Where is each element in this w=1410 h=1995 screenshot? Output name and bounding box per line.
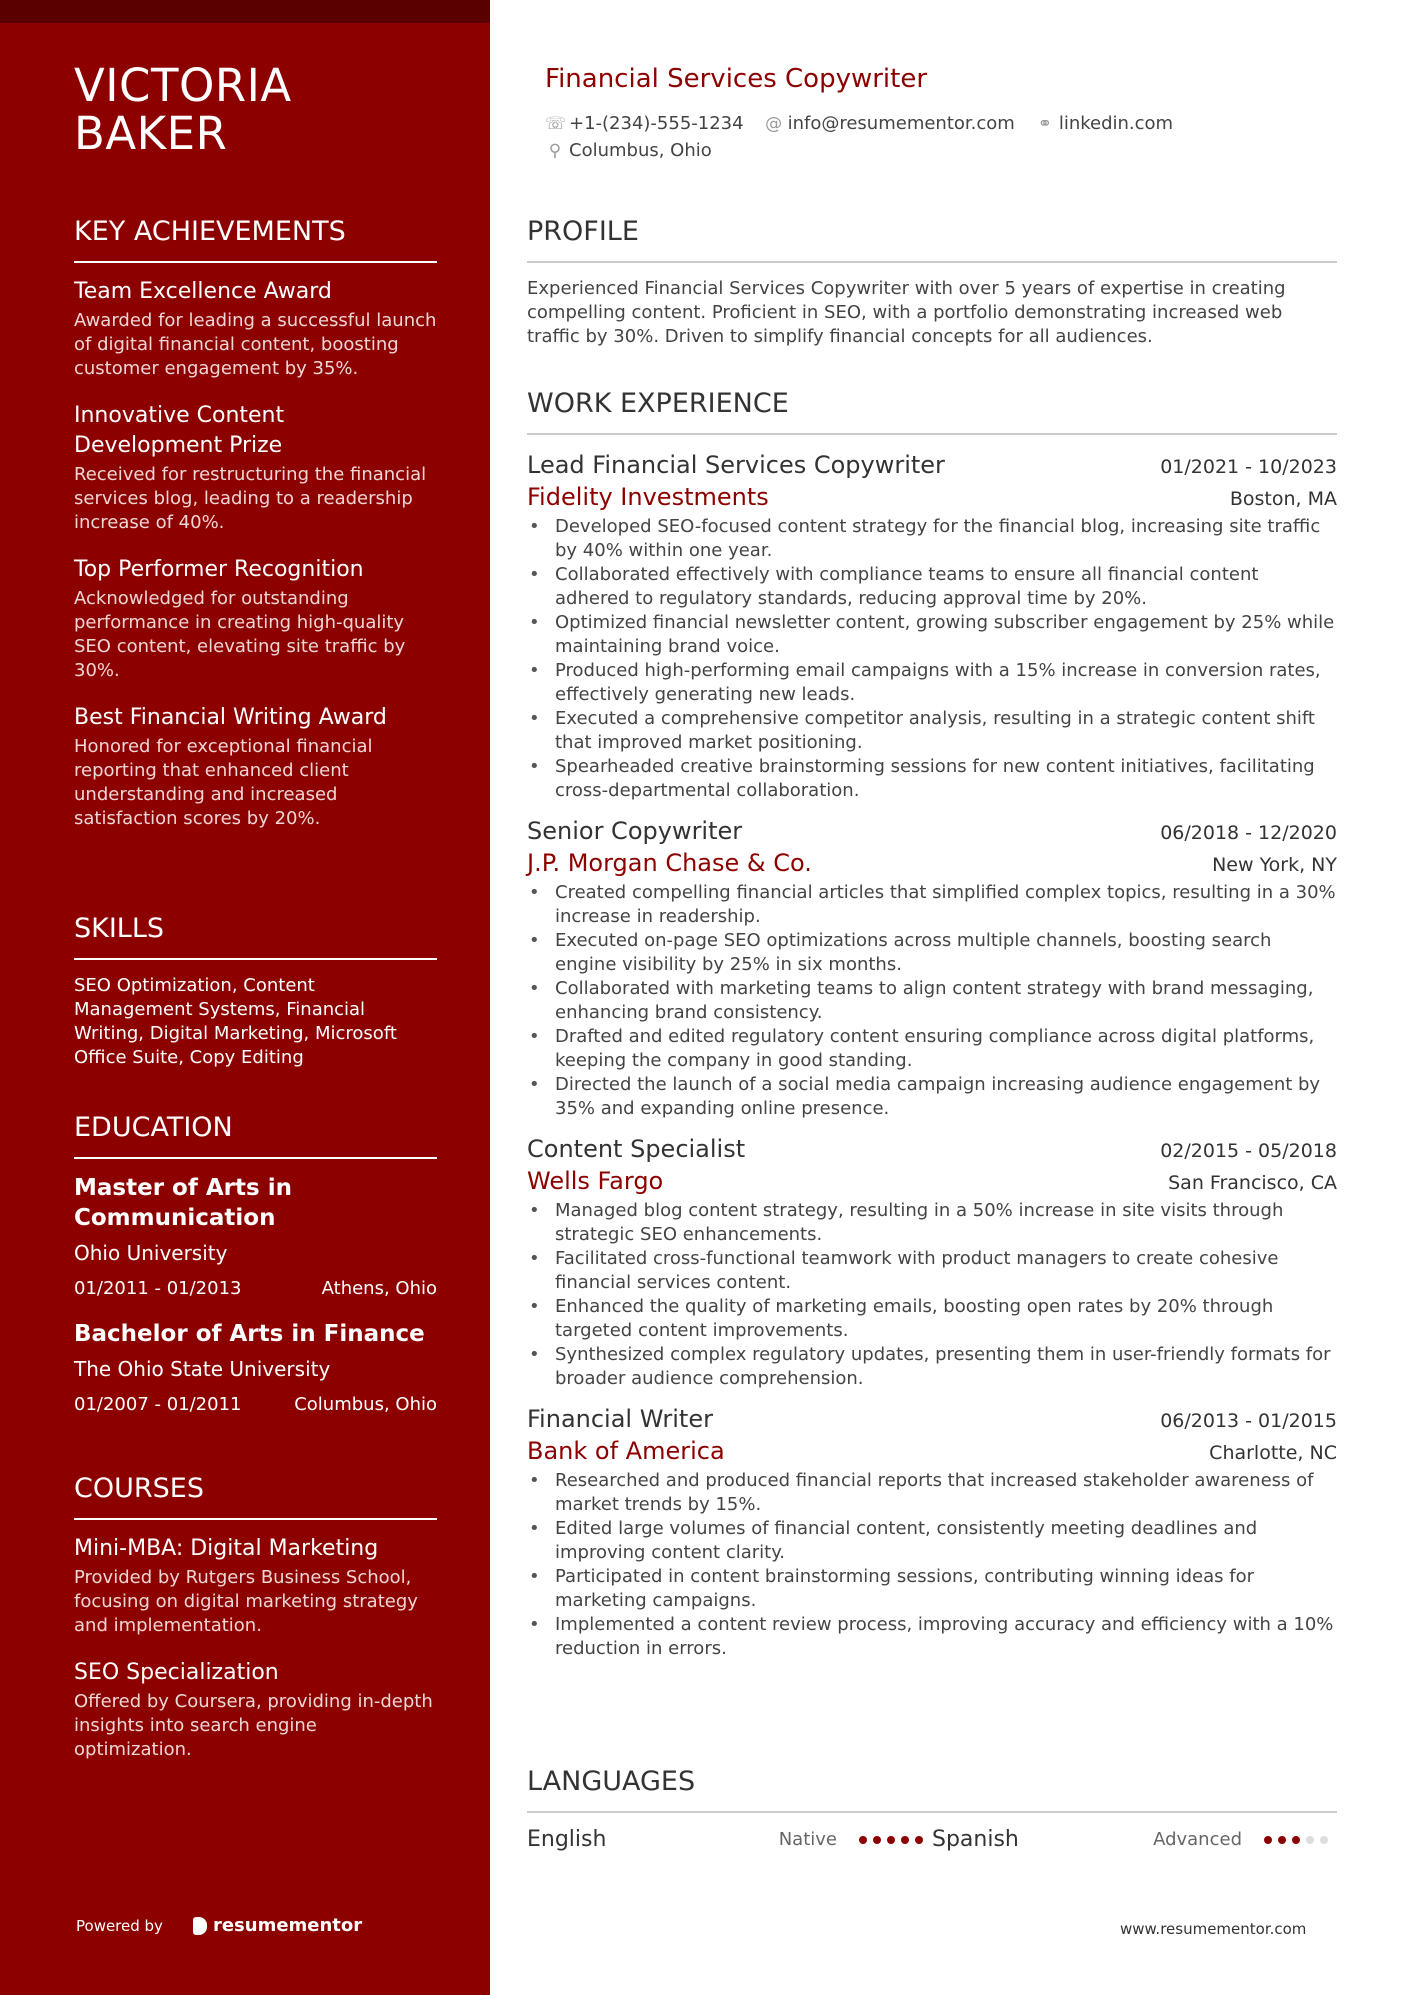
courses-heading: COURSES xyxy=(74,1472,437,1520)
job-title: Content Specialist xyxy=(527,1135,746,1163)
rating-dot-filled xyxy=(901,1836,909,1844)
job-title: Financial Writer xyxy=(527,1405,713,1433)
education-section xyxy=(74,1111,437,1435)
achievement-title: Innovative Content Development Prize xyxy=(74,403,285,458)
job-dates: 06/2018 - 12/2020 xyxy=(1160,822,1337,844)
achievement-item xyxy=(74,703,437,831)
languages-row xyxy=(527,1827,1337,1852)
education-meta xyxy=(74,1277,437,1301)
job-bullet: • Collaborated effectively with compliance teams to ensure all financial content adhered to regulatory standards, reducing approval time by 20%. xyxy=(527,563,1337,611)
job-bullet: • Researched and produced financial reports that increased stakeholder awareness of market trends by 15%. xyxy=(527,1469,1337,1517)
job-dates: 01/2021 - 10/2023 xyxy=(1160,456,1337,478)
contact-email[interactable] xyxy=(764,113,1015,134)
course-item xyxy=(74,1534,437,1638)
work-experience-section xyxy=(527,387,1337,1673)
rating-dot-filled xyxy=(915,1836,923,1844)
job-dates: 02/2015 - 05/2018 xyxy=(1160,1140,1337,1162)
phone-icon: ☏ xyxy=(545,113,567,134)
job-title: Lead Financial Services Copywriter xyxy=(527,451,945,479)
rating-dot-filled xyxy=(1278,1836,1286,1844)
resumementor-logo[interactable] xyxy=(193,1915,362,1936)
education-location: Columbus, Ohio xyxy=(294,1394,437,1415)
job-bullets xyxy=(527,515,1337,803)
contact-row-location xyxy=(545,140,732,161)
powered-by xyxy=(76,1915,362,1936)
skills-section xyxy=(74,912,437,1070)
contact-row xyxy=(545,113,1193,134)
education-meta xyxy=(74,1393,437,1417)
education-school: The Ohio State University xyxy=(74,1357,331,1381)
contact-location xyxy=(545,140,712,161)
achievement-desc: Awarded for leading a successful launch of digital financial content, boosting customer engagement by 35%. xyxy=(74,310,437,379)
education-degree: Bachelor of Arts in Finance xyxy=(74,1321,425,1347)
contact-phone[interactable] xyxy=(545,113,744,134)
achievement-title: Best Financial Writing Award xyxy=(74,705,387,730)
powered-by-label: Powered by xyxy=(76,1916,163,1935)
key-achievements-section xyxy=(74,215,437,851)
job-bullet: • Directed the launch of a social media campaign increasing audience engagement by 35% and expanding online presence. xyxy=(527,1073,1337,1121)
achievement-title: Top Performer Recognition xyxy=(74,557,364,582)
achievement-title: Team Excellence Award xyxy=(74,279,332,304)
course-title: Mini-MBA: Digital Marketing xyxy=(74,1536,379,1561)
achievement-desc: Received for restructuring the financial services blog, leading to a readership increase of 40%. xyxy=(74,464,427,533)
language-item xyxy=(932,1827,1337,1852)
job-entry xyxy=(527,449,1337,803)
education-location: Athens, Ohio xyxy=(321,1278,437,1299)
footer-url[interactable]: www.resumementor.com xyxy=(1120,1920,1307,1938)
job-bullet: • Enhanced the quality of marketing emails, boosting open rates by 20% through targeted content improvements. xyxy=(527,1295,1337,1343)
language-rating xyxy=(859,1836,929,1844)
job-bullet: • Produced high-performing email campaigns with a 15% increase in conversion rates, effectively generating new leads. xyxy=(527,659,1337,707)
last-name: BAKER xyxy=(74,107,228,160)
sidebar-top-band xyxy=(0,0,490,23)
rating-dot-filled xyxy=(859,1836,867,1844)
rating-dot-filled xyxy=(1264,1836,1272,1844)
achievement-desc: Honored for exceptional financial reporting that enhanced client understanding and increased satisfaction scores by 20%. xyxy=(74,736,373,829)
job-bullet: • Executed on-page SEO optimizations across multiple channels, boosting search engine visibility by 25% in six months. xyxy=(527,929,1337,977)
job-bullets xyxy=(527,881,1337,1121)
work-experience-heading: WORK EXPERIENCE xyxy=(527,387,1337,435)
languages-section xyxy=(527,1765,1337,1852)
achievement-item xyxy=(74,401,437,535)
profile-summary: Experienced Financial Services Copywriter with over 5 years of expertise in creating compelling content. Proficient in SEO, with a portfolio demonstrating increased web traffic by 30%. Driven to simplify financial concepts for all audiences. xyxy=(527,278,1286,347)
job-location: San Francisco, CA xyxy=(1168,1172,1337,1194)
language-level: Native xyxy=(778,1829,837,1850)
rating-dot-filled xyxy=(1292,1836,1300,1844)
education-degree: Master of Arts in Communication xyxy=(74,1175,292,1231)
job-title: Senior Copywriter xyxy=(527,817,743,845)
job-dates: 06/2013 - 01/2015 xyxy=(1160,1410,1337,1432)
job-company: Bank of America xyxy=(527,1437,725,1465)
job-bullet: • Developed SEO-focused content strategy for the financial blog, increasing site traffic by 40% within one year. xyxy=(527,515,1337,563)
achievement-item xyxy=(74,277,437,381)
rating-dot-empty xyxy=(1306,1836,1314,1844)
job-location: Boston, MA xyxy=(1229,488,1337,510)
course-title: SEO Specialization xyxy=(74,1660,279,1685)
rating-dot-empty xyxy=(1320,1836,1328,1844)
education-heading: EDUCATION xyxy=(74,1111,437,1159)
candidate-name xyxy=(74,59,474,160)
job-bullet: • Managed blog content strategy, resulting in a 50% increase in site visits through strategic SEO enhancements. xyxy=(527,1199,1337,1247)
link-icon: ⚭ xyxy=(1037,113,1052,134)
rating-dot-filled xyxy=(873,1836,881,1844)
job-bullet: • Synthesized complex regulatory updates, presenting them in user-friendly formats for broader audience comprehension. xyxy=(527,1343,1337,1391)
phone-text: +1-(234)-555-1234 xyxy=(569,113,744,134)
job-bullet: • Facilitated cross-functional teamwork with product managers to create cohesive financial services content. xyxy=(527,1247,1337,1295)
language-item xyxy=(527,1827,932,1852)
job-company: Wells Fargo xyxy=(527,1167,664,1195)
job-bullet: • Implemented a content review process, improving accuracy and efficiency with a 10% reduction in errors. xyxy=(527,1613,1337,1661)
education-dates: 01/2011 - 01/2013 xyxy=(74,1278,242,1299)
profile-section xyxy=(527,215,1337,349)
language-name: Spanish xyxy=(932,1827,1019,1852)
job-company: Fidelity Investments xyxy=(527,483,769,511)
job-company: J.P. Morgan Chase & Co. xyxy=(527,849,812,877)
job-location: Charlotte, NC xyxy=(1209,1442,1337,1464)
job-entry xyxy=(527,1403,1337,1661)
job-bullet: • Collaborated with marketing teams to align content strategy with brand messaging, enhancing brand consistency. xyxy=(527,977,1337,1025)
language-rating xyxy=(1264,1836,1334,1844)
contact-linkedin[interactable] xyxy=(1035,113,1173,134)
languages-heading: LANGUAGES xyxy=(527,1765,1337,1813)
email-text: info@resumementor.com xyxy=(787,113,1015,134)
job-entry xyxy=(527,1133,1337,1391)
job-bullet: • Edited large volumes of financial content, consistently meeting deadlines and improving content clarity. xyxy=(527,1517,1337,1565)
sidebar xyxy=(0,0,490,1995)
courses-section xyxy=(74,1472,437,1782)
at-icon: @ xyxy=(765,113,783,134)
job-bullet: • Participated in content brainstorming sessions, contributing winning ideas for marketing campaigns. xyxy=(527,1565,1337,1613)
language-level: Advanced xyxy=(1153,1829,1242,1850)
course-desc: Offered by Coursera, providing in-depth insights into search engine optimization. xyxy=(74,1691,433,1760)
key-achievements-heading: KEY ACHIEVEMENTS xyxy=(74,215,437,263)
course-desc: Provided by Rutgers Business School, focusing on digital marketing strategy and implementation. xyxy=(74,1567,418,1636)
education-item xyxy=(74,1319,437,1417)
job-bullet: • Executed a comprehensive competitor analysis, resulting in a strategic content shift that improved market positioning. xyxy=(527,707,1337,755)
education-school: Ohio University xyxy=(74,1241,228,1265)
skills-heading: SKILLS xyxy=(74,912,437,960)
first-name: VICTORIA xyxy=(74,59,292,112)
job-bullets xyxy=(527,1199,1337,1391)
job-headline: Financial Services Copywriter xyxy=(545,64,928,94)
language-name: English xyxy=(527,1827,607,1852)
job-bullets xyxy=(527,1469,1337,1661)
location-text: Columbus, Ohio xyxy=(569,140,712,161)
profile-heading: PROFILE xyxy=(527,215,1337,263)
job-bullet: • Drafted and edited regulatory content ensuring compliance across digital platforms, keeping the company in good standing. xyxy=(527,1025,1337,1073)
rating-dot-filled xyxy=(887,1836,895,1844)
job-bullet: • Created compelling financial articles that simplified complex topics, resulting in a 30% increase in readership. xyxy=(527,881,1337,929)
resumementor-logo-icon xyxy=(193,1917,207,1935)
location-pin-icon: ⚲ xyxy=(548,140,562,161)
skills-list: SEO Optimization, Content Management Systems, Financial Writing, Digital Marketing, Microsoft Office Suite, Copy Editing xyxy=(74,975,397,1068)
job-entry xyxy=(527,815,1337,1121)
job-bullet: • Spearheaded creative brainstorming sessions for new content initiatives, facilitating cross-departmental collaboration. xyxy=(527,755,1337,803)
resumementor-brand: resumementor xyxy=(212,1915,363,1936)
linkedin-text: linkedin.com xyxy=(1058,113,1174,134)
course-item xyxy=(74,1658,437,1762)
achievement-item xyxy=(74,555,437,683)
education-item xyxy=(74,1173,437,1301)
job-location: New York, NY xyxy=(1212,854,1337,876)
achievement-desc: Acknowledged for outstanding performance in creating high-quality SEO content, elevating site traffic by 30%. xyxy=(74,588,406,681)
education-dates: 01/2007 - 01/2011 xyxy=(74,1394,242,1415)
job-bullet: • Optimized financial newsletter content, growing subscriber engagement by 25% while maintaining brand voice. xyxy=(527,611,1337,659)
